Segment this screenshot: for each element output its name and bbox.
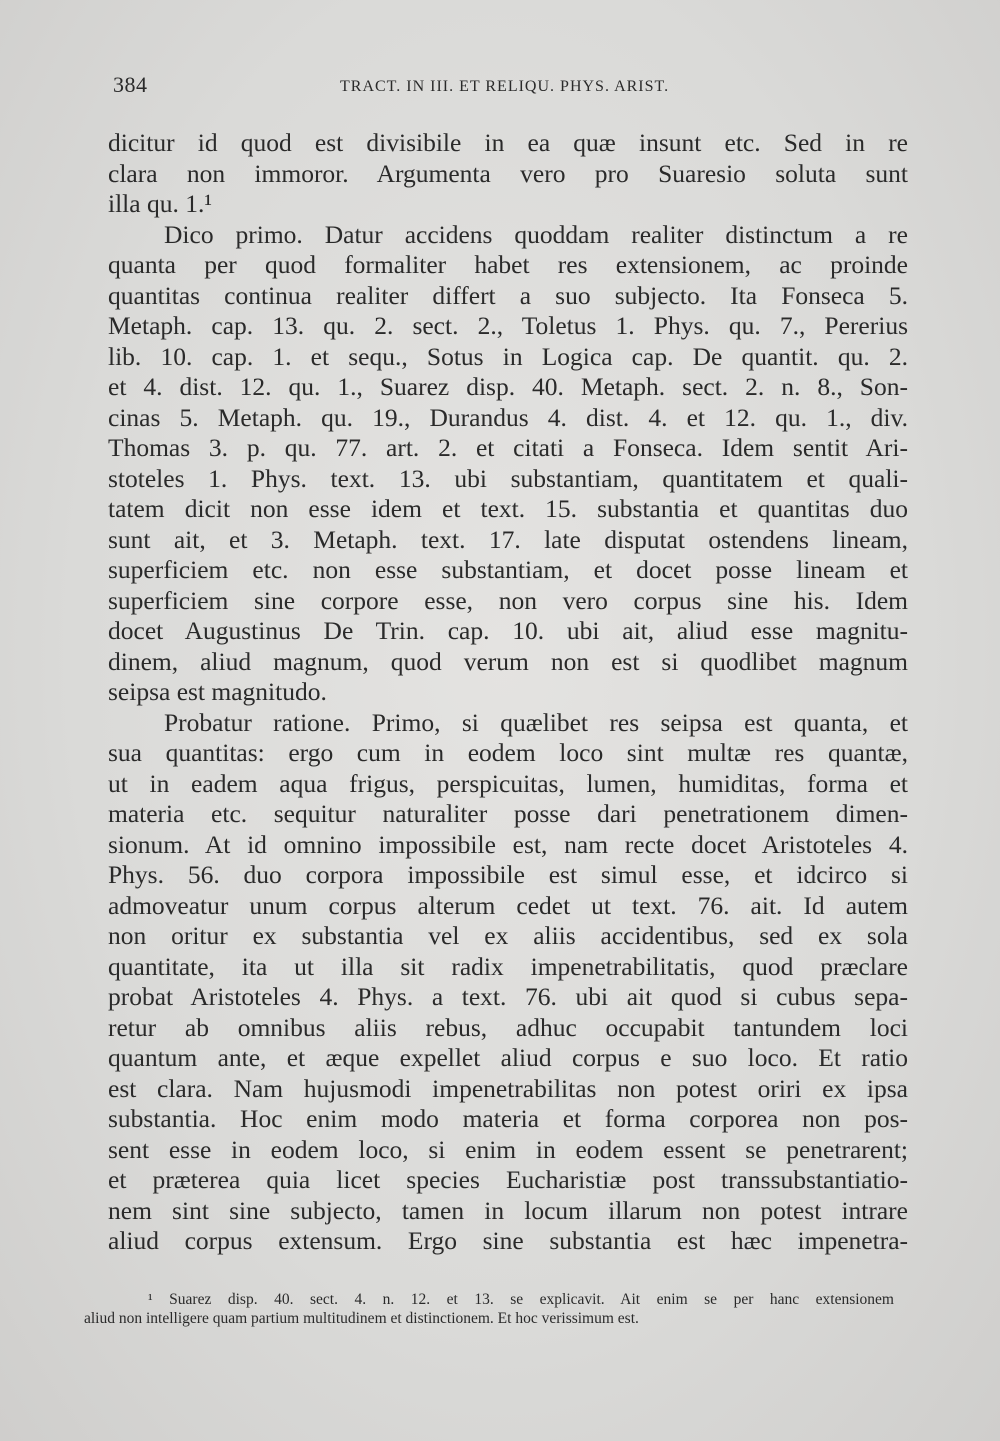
text-line: dinem, aliud magnum, quod verum non est si quodlibet magnum [108, 646, 908, 676]
footnote [84, 1290, 894, 1328]
text-line: quantum ante, et æque expellet aliud corpus e suo loco. Et ratio [108, 1043, 908, 1072]
text-line: superficiem sine corpore esse, non vero corpus sine his. Idem [108, 585, 908, 615]
footnote-line: aliud non intelligere quam partium multitudinem et distinctionem. Et hoc verissimum est. [84, 1310, 639, 1327]
text-line: nem sint sine subjecto, tamen in locum illarum non potest intrare [108, 1195, 908, 1225]
text-line: superficiem etc. non esse substantiam, et docet posse lineam et [108, 555, 908, 584]
text-line: sunt ait, et 3. Metaph. text. 17. late disputat ostendens lineam, [108, 524, 908, 554]
text-line: quantitas continua realiter differt a suo subjecto. Ita Fonseca 5. [108, 280, 908, 310]
text-line: Thomas 3. p. qu. 77. art. 2. et citati a Fonseca. Idem sentit Ari- [108, 433, 908, 462]
text-line: seipsa est magnitudo. [108, 677, 327, 706]
text-line: probat Aristoteles 4. Phys. a text. 76. ubi ait quod si cubus sepa- [108, 982, 908, 1011]
text-line: non oritur ex substantia vel ex aliis accidentibus, sed ex sola [108, 921, 908, 950]
page-number: 384 [113, 72, 148, 97]
text-line: lib. 10. cap. 1. et sequ., Sotus in Logica cap. De quantit. qu. 2. [108, 341, 908, 371]
text-line: est clara. Nam hujusmodi impenetrabilitas non potest oriri ex ipsa [108, 1073, 908, 1103]
text-line: Dico primo. Datur accidens quoddam realiter distinctum a re [164, 219, 908, 249]
text-line: quanta per quod formaliter habet res extensionem, ac proinde [108, 250, 908, 279]
text-line: et 4. dist. 12. qu. 1., Suarez disp. 40. Metaph. sect. 2. n. 8., Son- [108, 372, 908, 401]
text-line: sent esse in eodem loco, si enim in eodem essent se penetrarent; [108, 1134, 908, 1164]
text-line: cinas 5. Metaph. qu. 19., Durandus 4. dist. 4. et 12. qu. 1., div. [108, 402, 908, 432]
footnote-line: ¹ Suarez disp. 40. sect. 4. n. 12. et 13. se explicavit. Ait enim se per hanc extensionem [148, 1291, 894, 1308]
text-line: quantitate, ita ut illa sit radix impenetrabilitatis, quod præclare [108, 951, 908, 981]
text-line: admoveatur unum corpus alterum cedet ut text. 76. ait. Id autem [108, 890, 908, 920]
text-line: sua quantitas: ergo cum in eodem loco sint multæ res quantæ, [108, 738, 908, 767]
text-line: dicitur id quod est divisibile in ea quæ insunt etc. Sed in re [108, 128, 908, 157]
body-text [108, 128, 908, 1257]
text-line: docet Augustinus De Trin. cap. 10. ubi ait, aliud esse magnitu- [108, 616, 908, 645]
text-line: ut in eadem aqua frigus, perspicuitas, lumen, humiditas, forma et [108, 768, 908, 798]
text-line: aliud corpus extensum. Ergo sine substantia est hæc impenetra- [108, 1226, 908, 1255]
text-line: retur ab omnibus aliis rebus, adhuc occupabit tantundem loci [108, 1012, 908, 1042]
text-line: et præterea quia licet species Eucharistiæ post transsubstantiatio- [108, 1165, 908, 1194]
text-line: sionum. At id omnino impossibile est, nam recte docet Aristoteles 4. [108, 829, 908, 859]
text-line: Probatur ratione. Primo, si quælibet res seipsa est quanta, et [164, 707, 908, 737]
text-line: Phys. 56. duo corpora impossibile est simul esse, et idcirco si [108, 860, 908, 889]
running-title: TRACT. IN III. ET RELIQU. PHYS. ARIST. [340, 78, 670, 95]
text-line: materia etc. sequitur naturaliter posse dari penetrationem dimen- [108, 799, 908, 828]
text-line: tatem dicit non esse idem et text. 15. substantia et quantitas duo [108, 494, 908, 523]
text-line: Metaph. cap. 13. qu. 2. sect. 2., Toletus 1. Phys. qu. 7., Pererius [108, 311, 908, 340]
text-line: stoteles 1. Phys. text. 13. ubi substantiam, quantitatem et quali- [108, 463, 908, 493]
text-line: clara non immoror. Argumenta vero pro Suaresio soluta sunt [108, 158, 908, 188]
text-line: substantia. Hoc enim modo materia et forma corporea non pos- [108, 1104, 908, 1133]
text-line: illa qu. 1.¹ [108, 189, 212, 218]
